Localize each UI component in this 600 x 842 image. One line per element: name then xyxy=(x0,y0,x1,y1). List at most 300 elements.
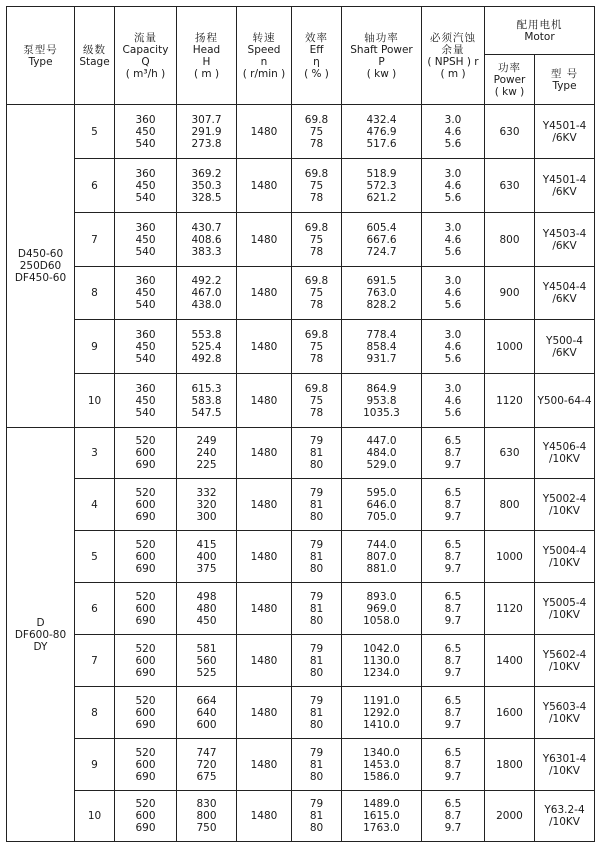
header-row-1 xyxy=(7,7,595,55)
motor-cn: 配用电机 xyxy=(516,18,563,31)
motor-type-cell xyxy=(535,428,595,479)
eff-value: 81 xyxy=(309,758,324,771)
motor-type-cell xyxy=(535,479,595,531)
table-row xyxy=(7,428,595,479)
capacity-value: 540 xyxy=(135,352,156,365)
motor-type-cn: 型 号 xyxy=(550,67,579,80)
shaft-unit: ( kw ) xyxy=(366,67,397,80)
eff-value: 75 xyxy=(309,394,324,407)
npsh-cell xyxy=(422,687,485,739)
motor-type-value: /10KV xyxy=(549,504,580,517)
motor-type-value: /10KV xyxy=(549,660,580,673)
eff-cell xyxy=(292,267,342,320)
capacity-cell xyxy=(115,739,177,791)
capacity-value: 450 xyxy=(135,179,156,192)
head-value: 320 xyxy=(196,498,217,511)
col-header-stage xyxy=(75,7,115,105)
capacity-value: 360 xyxy=(135,328,156,341)
table-row xyxy=(7,635,595,687)
head-value: 307.7 xyxy=(191,113,222,126)
capacity-value: 690 xyxy=(135,718,156,731)
shaft-power-value: 858.4 xyxy=(366,340,397,353)
shaft-power-cell xyxy=(342,374,422,428)
motor-power-cell: 800 xyxy=(485,213,535,267)
capacity-cell xyxy=(115,479,177,531)
col-header-shaft-power xyxy=(342,7,422,105)
shaft-power-value: 1615.0 xyxy=(363,810,400,822)
col-header-motor-type xyxy=(535,55,595,105)
npsh-cell xyxy=(422,320,485,374)
shaft-cn: 轴功率 xyxy=(364,31,399,44)
eff-cell xyxy=(292,687,342,739)
motor-power-en: Power xyxy=(493,73,526,86)
eff-sym: η xyxy=(313,55,320,68)
head-sym: H xyxy=(202,55,211,68)
motor-type-value: /10KV xyxy=(549,608,580,621)
capacity-cell xyxy=(115,531,177,583)
capacity-value: 600 xyxy=(135,498,156,511)
eff-value: 81 xyxy=(309,654,324,667)
shaft-power-value: 953.8 xyxy=(366,394,397,407)
motor-power-cell: 630 xyxy=(485,159,535,213)
shaft-power-value: 931.7 xyxy=(366,352,397,365)
shaft-power-value: 1035.3 xyxy=(363,406,400,419)
npsh-cell xyxy=(422,159,485,213)
stage-cell: 8 xyxy=(75,267,115,320)
type-en: Type xyxy=(28,55,53,68)
capacity-value: 360 xyxy=(135,221,156,234)
motor-power-cell: 1120 xyxy=(485,374,535,428)
eff-value: 80 xyxy=(309,718,324,731)
speed-cell: 1480 xyxy=(237,267,292,320)
motor-type-cell xyxy=(535,739,595,791)
eff-value: 79 xyxy=(309,746,324,759)
eff-cell xyxy=(292,320,342,374)
head-value: 415 xyxy=(196,538,217,551)
shaft-power-cell xyxy=(342,687,422,739)
capacity-value: 540 xyxy=(135,406,156,419)
speed-cell: 1480 xyxy=(237,531,292,583)
capacity-value: 690 xyxy=(135,614,156,627)
npsh-value: 8.7 xyxy=(444,498,462,511)
head-value: 273.8 xyxy=(191,137,222,150)
npsh-cell xyxy=(422,213,485,267)
shaft-power-value: 1234.0 xyxy=(363,666,400,679)
table-row xyxy=(7,479,595,531)
npsh-value: 3.0 xyxy=(444,167,462,180)
motor-power-cell: 1800 xyxy=(485,739,535,791)
shaft-power-value: 864.9 xyxy=(366,382,397,395)
motor-type-value: /10KV xyxy=(549,816,580,828)
npsh-value: 9.7 xyxy=(444,614,462,627)
shaft-en: Shaft Power xyxy=(350,43,413,56)
npsh-value: 4.6 xyxy=(444,179,462,192)
motor-type-cell xyxy=(535,374,595,428)
motor-type-value: /10KV xyxy=(549,453,580,465)
motor-type-value: /6KV xyxy=(552,239,577,252)
npsh-cell xyxy=(422,791,485,842)
head-value: 583.8 xyxy=(191,394,222,407)
capacity-value: 600 xyxy=(135,447,156,459)
npsh-value: 4.6 xyxy=(444,125,462,138)
head-unit: ( m ) xyxy=(193,67,220,80)
capacity-value: 520 xyxy=(135,486,156,499)
table-row xyxy=(7,320,595,374)
motor-power-cell: 1600 xyxy=(485,687,535,739)
shaft-power-cell xyxy=(342,479,422,531)
capacity-value: 540 xyxy=(135,299,156,311)
shaft-power-value: 1042.0 xyxy=(363,642,400,655)
npsh-value: 4.6 xyxy=(444,340,462,353)
pump-performance-table xyxy=(6,6,595,842)
shaft-power-value: 1191.0 xyxy=(363,694,400,707)
eff-cell xyxy=(292,105,342,159)
eff-value: 79 xyxy=(309,538,324,551)
head-value: 615.3 xyxy=(191,382,222,395)
npsh-value: 5.6 xyxy=(444,352,462,365)
capacity-value: 690 xyxy=(135,459,156,471)
npsh-value: 3.0 xyxy=(444,113,462,126)
eff-value: 69.8 xyxy=(304,113,329,126)
capacity-value: 540 xyxy=(135,245,156,258)
shaft-power-value: 763.0 xyxy=(366,287,397,299)
head-cell xyxy=(177,320,237,374)
capacity-en: Capacity xyxy=(122,43,169,56)
eff-value: 79 xyxy=(309,435,324,447)
head-value: 400 xyxy=(196,550,217,563)
motor-type-value: Y5002-4 xyxy=(542,492,587,505)
capacity-cell xyxy=(115,687,177,739)
motor-type-value: Y4501-4 xyxy=(542,119,587,132)
stage-cell: 10 xyxy=(75,374,115,428)
speed-sym: n xyxy=(260,55,268,68)
npsh-value: 8.7 xyxy=(444,654,462,667)
eff-value: 79 xyxy=(309,590,324,603)
npsh-value: 9.7 xyxy=(444,510,462,523)
npsh-value: 5.6 xyxy=(444,191,462,204)
npsh-value: 8.7 xyxy=(444,602,462,615)
shaft-power-value: 1410.0 xyxy=(363,718,400,731)
col-header-capacity xyxy=(115,7,177,105)
shaft-power-cell xyxy=(342,213,422,267)
head-value: 492.2 xyxy=(191,275,222,287)
npsh-value: 8.7 xyxy=(444,758,462,771)
head-value: 408.6 xyxy=(191,233,222,246)
shaft-power-value: 595.0 xyxy=(366,486,397,499)
eff-value: 78 xyxy=(309,137,324,150)
speed-cell: 1480 xyxy=(237,635,292,687)
stage-cell: 9 xyxy=(75,739,115,791)
capacity-value: 450 xyxy=(135,287,156,299)
capacity-cell xyxy=(115,105,177,159)
motor-type-cell xyxy=(535,213,595,267)
motor-type-value: Y500-64-4 xyxy=(537,394,592,407)
shaft-power-value: 432.4 xyxy=(366,113,397,126)
eff-value: 80 xyxy=(309,562,324,575)
shaft-power-value: 724.7 xyxy=(366,245,397,258)
pump-type-cell xyxy=(7,105,75,428)
shaft-power-value: 881.0 xyxy=(366,562,397,575)
capacity-value: 600 xyxy=(135,654,156,667)
capacity-value: 540 xyxy=(135,137,156,150)
shaft-power-value: 476.9 xyxy=(366,125,397,138)
eff-value: 80 xyxy=(309,510,324,523)
capacity-cell xyxy=(115,267,177,320)
eff-value: 81 xyxy=(309,810,324,822)
npsh-value: 3.0 xyxy=(444,275,462,287)
motor-type-cell xyxy=(535,791,595,842)
motor-en: Motor xyxy=(524,30,555,43)
head-value: 332 xyxy=(196,486,217,499)
motor-type-value: /6KV xyxy=(552,185,577,198)
npsh-value: 8.7 xyxy=(444,447,462,459)
col-header-motor xyxy=(485,7,595,55)
shaft-power-value: 518.9 xyxy=(366,167,397,180)
eff-cell xyxy=(292,739,342,791)
speed-cell: 1480 xyxy=(237,213,292,267)
motor-power-cell: 1000 xyxy=(485,320,535,374)
motor-type-value: /6KV xyxy=(552,293,577,305)
npsh-value: 9.7 xyxy=(444,718,462,731)
head-cell xyxy=(177,583,237,635)
eff-value: 75 xyxy=(309,233,324,246)
npsh-cell xyxy=(422,583,485,635)
capacity-value: 520 xyxy=(135,590,156,603)
head-value: 375 xyxy=(196,562,217,575)
col-header-eff xyxy=(292,7,342,105)
shaft-power-value: 517.6 xyxy=(366,137,397,150)
motor-power-cell: 1000 xyxy=(485,531,535,583)
speed-cn: 转速 xyxy=(252,31,276,44)
head-value: 830 xyxy=(196,798,217,810)
shaft-power-value: 1489.0 xyxy=(363,798,400,810)
head-value: 498 xyxy=(196,590,217,603)
eff-value: 80 xyxy=(309,666,324,679)
pump-type-label: DY xyxy=(33,640,48,653)
motor-power-unit: ( kw ) xyxy=(494,85,525,98)
head-cell xyxy=(177,479,237,531)
stage-en: Stage xyxy=(79,55,110,68)
table-row xyxy=(7,791,595,842)
head-value: 664 xyxy=(196,694,217,707)
table-row xyxy=(7,213,595,267)
npsh-cn: 必须汽蚀 xyxy=(430,31,476,44)
head-value: 750 xyxy=(196,822,217,834)
col-header-speed xyxy=(237,7,292,105)
npsh-cell xyxy=(422,531,485,583)
head-en: Head xyxy=(192,43,221,56)
shaft-power-value: 1763.0 xyxy=(363,822,400,834)
head-value: 300 xyxy=(196,510,217,523)
eff-value: 79 xyxy=(309,798,324,810)
motor-type-cell xyxy=(535,105,595,159)
stage-cell: 4 xyxy=(75,479,115,531)
head-value: 480 xyxy=(196,602,217,615)
eff-value: 75 xyxy=(309,125,324,138)
capacity-value: 520 xyxy=(135,694,156,707)
type-cn: 泵型号 xyxy=(23,43,58,56)
eff-cell xyxy=(292,635,342,687)
capacity-cell xyxy=(115,159,177,213)
motor-type-cell xyxy=(535,687,595,739)
head-value: 800 xyxy=(196,810,217,822)
npsh-value: 6.5 xyxy=(444,642,462,655)
capacity-value: 690 xyxy=(135,562,156,575)
table-row xyxy=(7,267,595,320)
eff-value: 78 xyxy=(309,406,324,419)
speed-cell: 1480 xyxy=(237,159,292,213)
eff-value: 78 xyxy=(309,191,324,204)
shaft-power-value: 646.0 xyxy=(366,498,397,511)
motor-type-cell xyxy=(535,531,595,583)
shaft-power-cell xyxy=(342,267,422,320)
shaft-power-value: 572.3 xyxy=(366,179,397,192)
table-row xyxy=(7,739,595,791)
npsh-cell xyxy=(422,428,485,479)
eff-value: 81 xyxy=(309,550,324,563)
capacity-unit: ( m³/h ) xyxy=(125,67,166,80)
table-row xyxy=(7,687,595,739)
motor-type-value: Y4506-4 xyxy=(542,441,587,453)
npsh-value: 6.5 xyxy=(444,590,462,603)
npsh-value: 6.5 xyxy=(444,538,462,551)
npsh-value: 8.7 xyxy=(444,550,462,563)
col-header-motor-power xyxy=(485,55,535,105)
head-value: 430.7 xyxy=(191,221,222,234)
speed-cell: 1480 xyxy=(237,739,292,791)
eff-value: 79 xyxy=(309,486,324,499)
capacity-cell xyxy=(115,374,177,428)
table-row xyxy=(7,105,595,159)
shaft-power-value: 893.0 xyxy=(366,590,397,603)
shaft-power-value: 1292.0 xyxy=(363,706,400,719)
eff-value: 81 xyxy=(309,498,324,511)
shaft-power-cell xyxy=(342,320,422,374)
head-cn: 扬程 xyxy=(195,31,218,44)
head-value: 560 xyxy=(196,654,217,667)
capacity-value: 690 xyxy=(135,822,156,834)
eff-value: 78 xyxy=(309,352,324,365)
capacity-value: 450 xyxy=(135,394,156,407)
eff-value: 81 xyxy=(309,706,324,719)
capacity-value: 600 xyxy=(135,758,156,771)
eff-value: 81 xyxy=(309,447,324,459)
capacity-cell xyxy=(115,583,177,635)
head-cell xyxy=(177,428,237,479)
shaft-power-value: 778.4 xyxy=(366,328,397,341)
capacity-value: 690 xyxy=(135,770,156,783)
motor-type-value: Y500-4 xyxy=(546,334,583,347)
eff-cell xyxy=(292,479,342,531)
npsh-value: 4.6 xyxy=(444,394,462,407)
shaft-power-value: 667.6 xyxy=(366,233,397,246)
head-cell xyxy=(177,531,237,583)
eff-value: 80 xyxy=(309,614,324,627)
motor-type-value: /6KV xyxy=(552,131,577,144)
capacity-value: 600 xyxy=(135,602,156,615)
pump-type-label: D xyxy=(36,616,45,629)
capacity-value: 520 xyxy=(135,435,156,447)
capacity-value: 450 xyxy=(135,125,156,138)
shaft-power-cell xyxy=(342,791,422,842)
pump-type-label: 250D60 xyxy=(19,260,62,272)
eff-cell xyxy=(292,213,342,267)
npsh-value: 9.7 xyxy=(444,666,462,679)
shaft-power-value: 529.0 xyxy=(366,459,397,471)
head-value: 547.5 xyxy=(191,406,222,419)
npsh-value: 8.7 xyxy=(444,706,462,719)
eff-cell xyxy=(292,428,342,479)
npsh-value: 3.0 xyxy=(444,328,462,341)
speed-cell: 1480 xyxy=(237,687,292,739)
capacity-value: 520 xyxy=(135,538,156,551)
npsh-value: 5.6 xyxy=(444,137,462,150)
npsh-value: 4.6 xyxy=(444,287,462,299)
stage-cell: 7 xyxy=(75,635,115,687)
head-cell xyxy=(177,635,237,687)
table-row xyxy=(7,531,595,583)
npsh-value: 9.7 xyxy=(444,562,462,575)
eff-value: 80 xyxy=(309,770,324,783)
shaft-power-value: 828.2 xyxy=(366,299,397,311)
motor-type-value: Y5603-4 xyxy=(542,700,587,713)
shaft-power-cell xyxy=(342,583,422,635)
shaft-power-value: 1453.0 xyxy=(363,758,400,771)
npsh-value: 3.0 xyxy=(444,382,462,395)
head-cell xyxy=(177,687,237,739)
shaft-power-value: 1586.0 xyxy=(363,770,400,783)
motor-type-value: /10KV xyxy=(549,556,580,569)
eff-cell xyxy=(292,531,342,583)
stage-cell: 10 xyxy=(75,791,115,842)
motor-type-value: /10KV xyxy=(549,712,580,725)
capacity-value: 520 xyxy=(135,798,156,810)
npsh-value: 6.5 xyxy=(444,746,462,759)
eff-value: 75 xyxy=(309,179,324,192)
head-cell xyxy=(177,374,237,428)
speed-cell: 1480 xyxy=(237,583,292,635)
capacity-cell xyxy=(115,635,177,687)
shaft-power-cell xyxy=(342,635,422,687)
npsh-unit: ( m ) xyxy=(440,67,466,80)
shaft-power-value: 744.0 xyxy=(366,538,397,551)
table-row xyxy=(7,374,595,428)
capacity-cell xyxy=(115,791,177,842)
motor-power-cell: 1120 xyxy=(485,583,535,635)
eff-value: 75 xyxy=(309,287,324,299)
npsh-cell xyxy=(422,267,485,320)
speed-cell: 1480 xyxy=(237,320,292,374)
npsh-cn2: 余量 xyxy=(441,43,465,56)
shaft-power-cell xyxy=(342,739,422,791)
head-value: 675 xyxy=(196,770,217,783)
npsh-cell xyxy=(422,479,485,531)
head-value: 225 xyxy=(196,459,217,471)
motor-power-cell: 2000 xyxy=(485,791,535,842)
head-value: 467.0 xyxy=(191,287,222,299)
shaft-power-value: 1058.0 xyxy=(363,614,400,627)
npsh-value: 6.5 xyxy=(444,694,462,707)
eff-value: 80 xyxy=(309,822,324,834)
npsh-value: 6.5 xyxy=(444,798,462,810)
stage-cell: 8 xyxy=(75,687,115,739)
stage-cell: 7 xyxy=(75,213,115,267)
head-value: 747 xyxy=(196,746,217,759)
eff-cell xyxy=(292,583,342,635)
shaft-power-cell xyxy=(342,159,422,213)
motor-type-value: Y63.2-4 xyxy=(544,804,585,816)
npsh-value: 9.7 xyxy=(444,770,462,783)
